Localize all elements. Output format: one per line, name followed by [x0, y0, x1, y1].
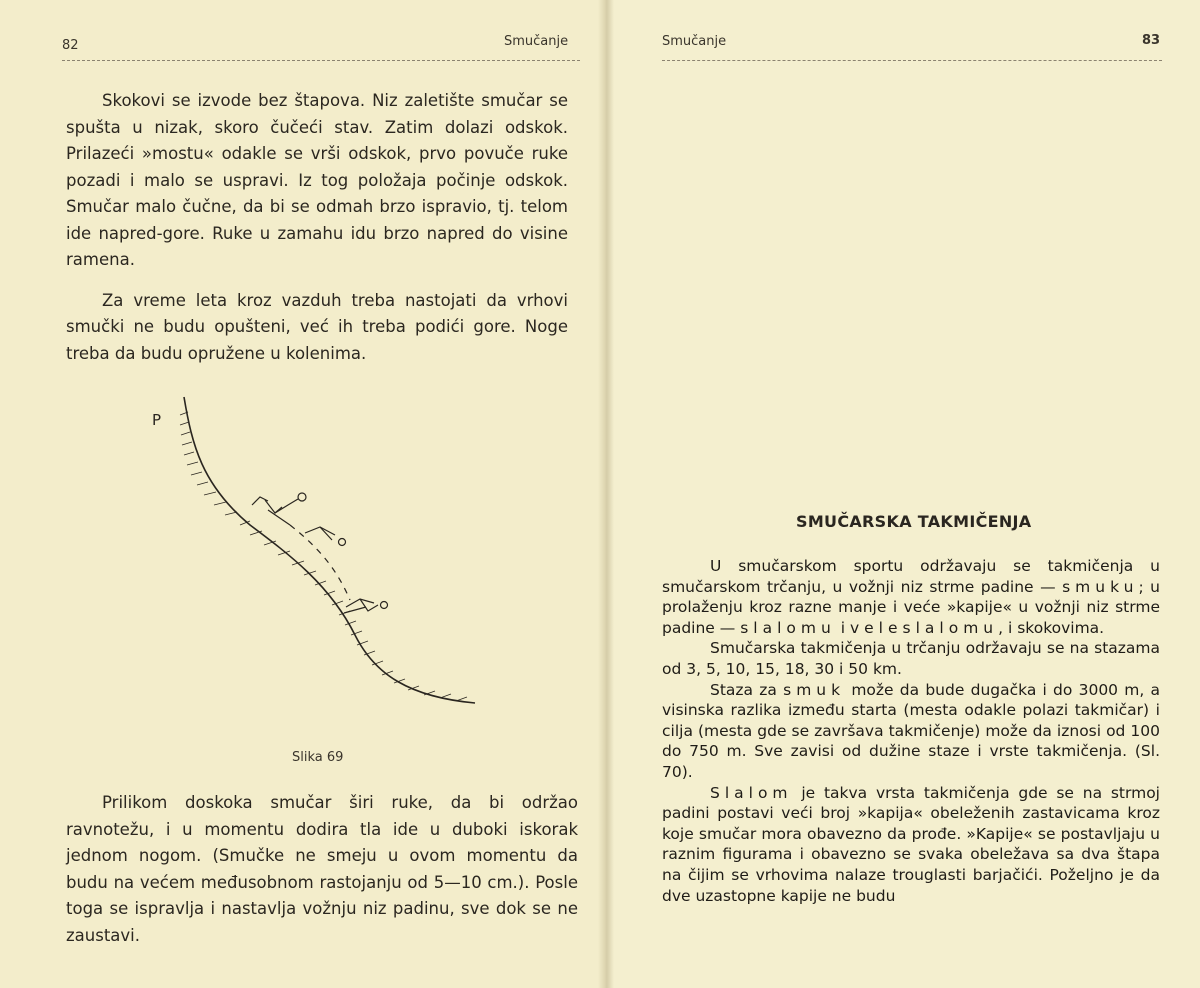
text-run: je takva vrsta takmičenja gde se na strmoj padini postavi veći broj »kapija« obeleženih zastavicama kroz koje smučar mora obavezno da prođe. »Kapije« se postavljaju u raznim figurama i obavezno se svaka obeležava sa dva štapa na čijim se vrhovima nalaze trouglasti barjačići. Poželjno je da dve uzastopne kapije ne budu	[662, 783, 1160, 905]
paragraph: Smučarska takmičenja u trčanju održavaju se na stazama od 3, 5, 10, 15, 18, 30 i 50 km.	[662, 639, 1160, 678]
section-heading: SMUČARSKA TAKMIČENJA	[796, 512, 1032, 531]
text-run: Staza za	[710, 680, 784, 699]
book-gutter	[598, 0, 614, 988]
header-rule-left	[62, 60, 580, 61]
right-page	[606, 0, 1200, 988]
emphasis-term: Slalom	[710, 783, 793, 802]
text-run: , i skokovima.	[998, 618, 1105, 637]
running-head-left: Smučanje	[504, 34, 569, 49]
header-rule-right	[662, 60, 1162, 61]
paragraph	[662, 783, 1160, 907]
text-run: U smučarskom sportu održavaju se takmičenja u smučarskom trčanju, u vožnji niz strme padine —	[662, 557, 1160, 596]
paragraph	[662, 680, 1160, 783]
emphasis-term: smuku	[1062, 577, 1139, 596]
text-run: može da bude dugačka i do 3000 m, a visinska razlika između starta (mesta odakle polazi takmičar) i cilja (mesta gde se završava takmičenje) može da iznosi od 100 do 750 m. Sve zavisi od dužine staze i vrste takmičenja. (Sl. 70).	[662, 680, 1160, 781]
text-run: i	[835, 618, 850, 637]
left-body-text	[66, 88, 568, 381]
emphasis-term: slalomu	[740, 618, 836, 637]
figure-caption: Slika 69	[292, 750, 344, 765]
page-number-left: 82	[62, 38, 79, 53]
emphasis-term: veleslalomu	[849, 618, 999, 637]
ski-jump-figure	[140, 385, 490, 720]
running-head-right: Smučanje	[662, 34, 727, 49]
paragraph: Prilikom doskoka smučar širi ruke, da bi održao ravnotežu, i u momentu dodira tla ide u duboki iskorak jednom nogom. (Smučke ne smeju u ovom momentu da budu na većem međusobnom rastojanju od 5—10 cm.). Posle toga se ispravlja i nastavlja vožnju niz padinu, sve dok se ne zaustavi.	[66, 793, 578, 945]
page-number-right: 83	[1142, 33, 1161, 48]
emphasis-term: smuk	[783, 680, 846, 699]
right-body-text	[662, 556, 1160, 906]
paragraph	[662, 556, 1160, 638]
paragraph: Skokovi se izvode bez štapova. Niz zaletište smučar se spušta u nizak, skoro čučeći stav. Zatim dolazi odskok. Prilazeći »mostu« odakle se vrši odskok, prvo povuče ruke pozadi i malo se uspravi. Iz tog položaja počinje odskok. Smučar malo čučne, da bi se odmah brzo ispravio, tj. telom ide napred-gore. Ruke u zamahu idu brzo napred do visine ramena.	[66, 91, 568, 269]
left-body-text-2	[66, 790, 578, 963]
figure-marker-p: P	[152, 411, 162, 429]
text-run: ; u prolaženju kroz razne manje i veće »kapije« u vožnji niz strme padine —	[662, 577, 1160, 637]
paragraph: Za vreme leta kroz vazduh treba nastojati da vrhovi smučki ne budu opušteni, već ih treba podići gore. Noge treba da budu opružene u kolenima.	[66, 290, 568, 363]
